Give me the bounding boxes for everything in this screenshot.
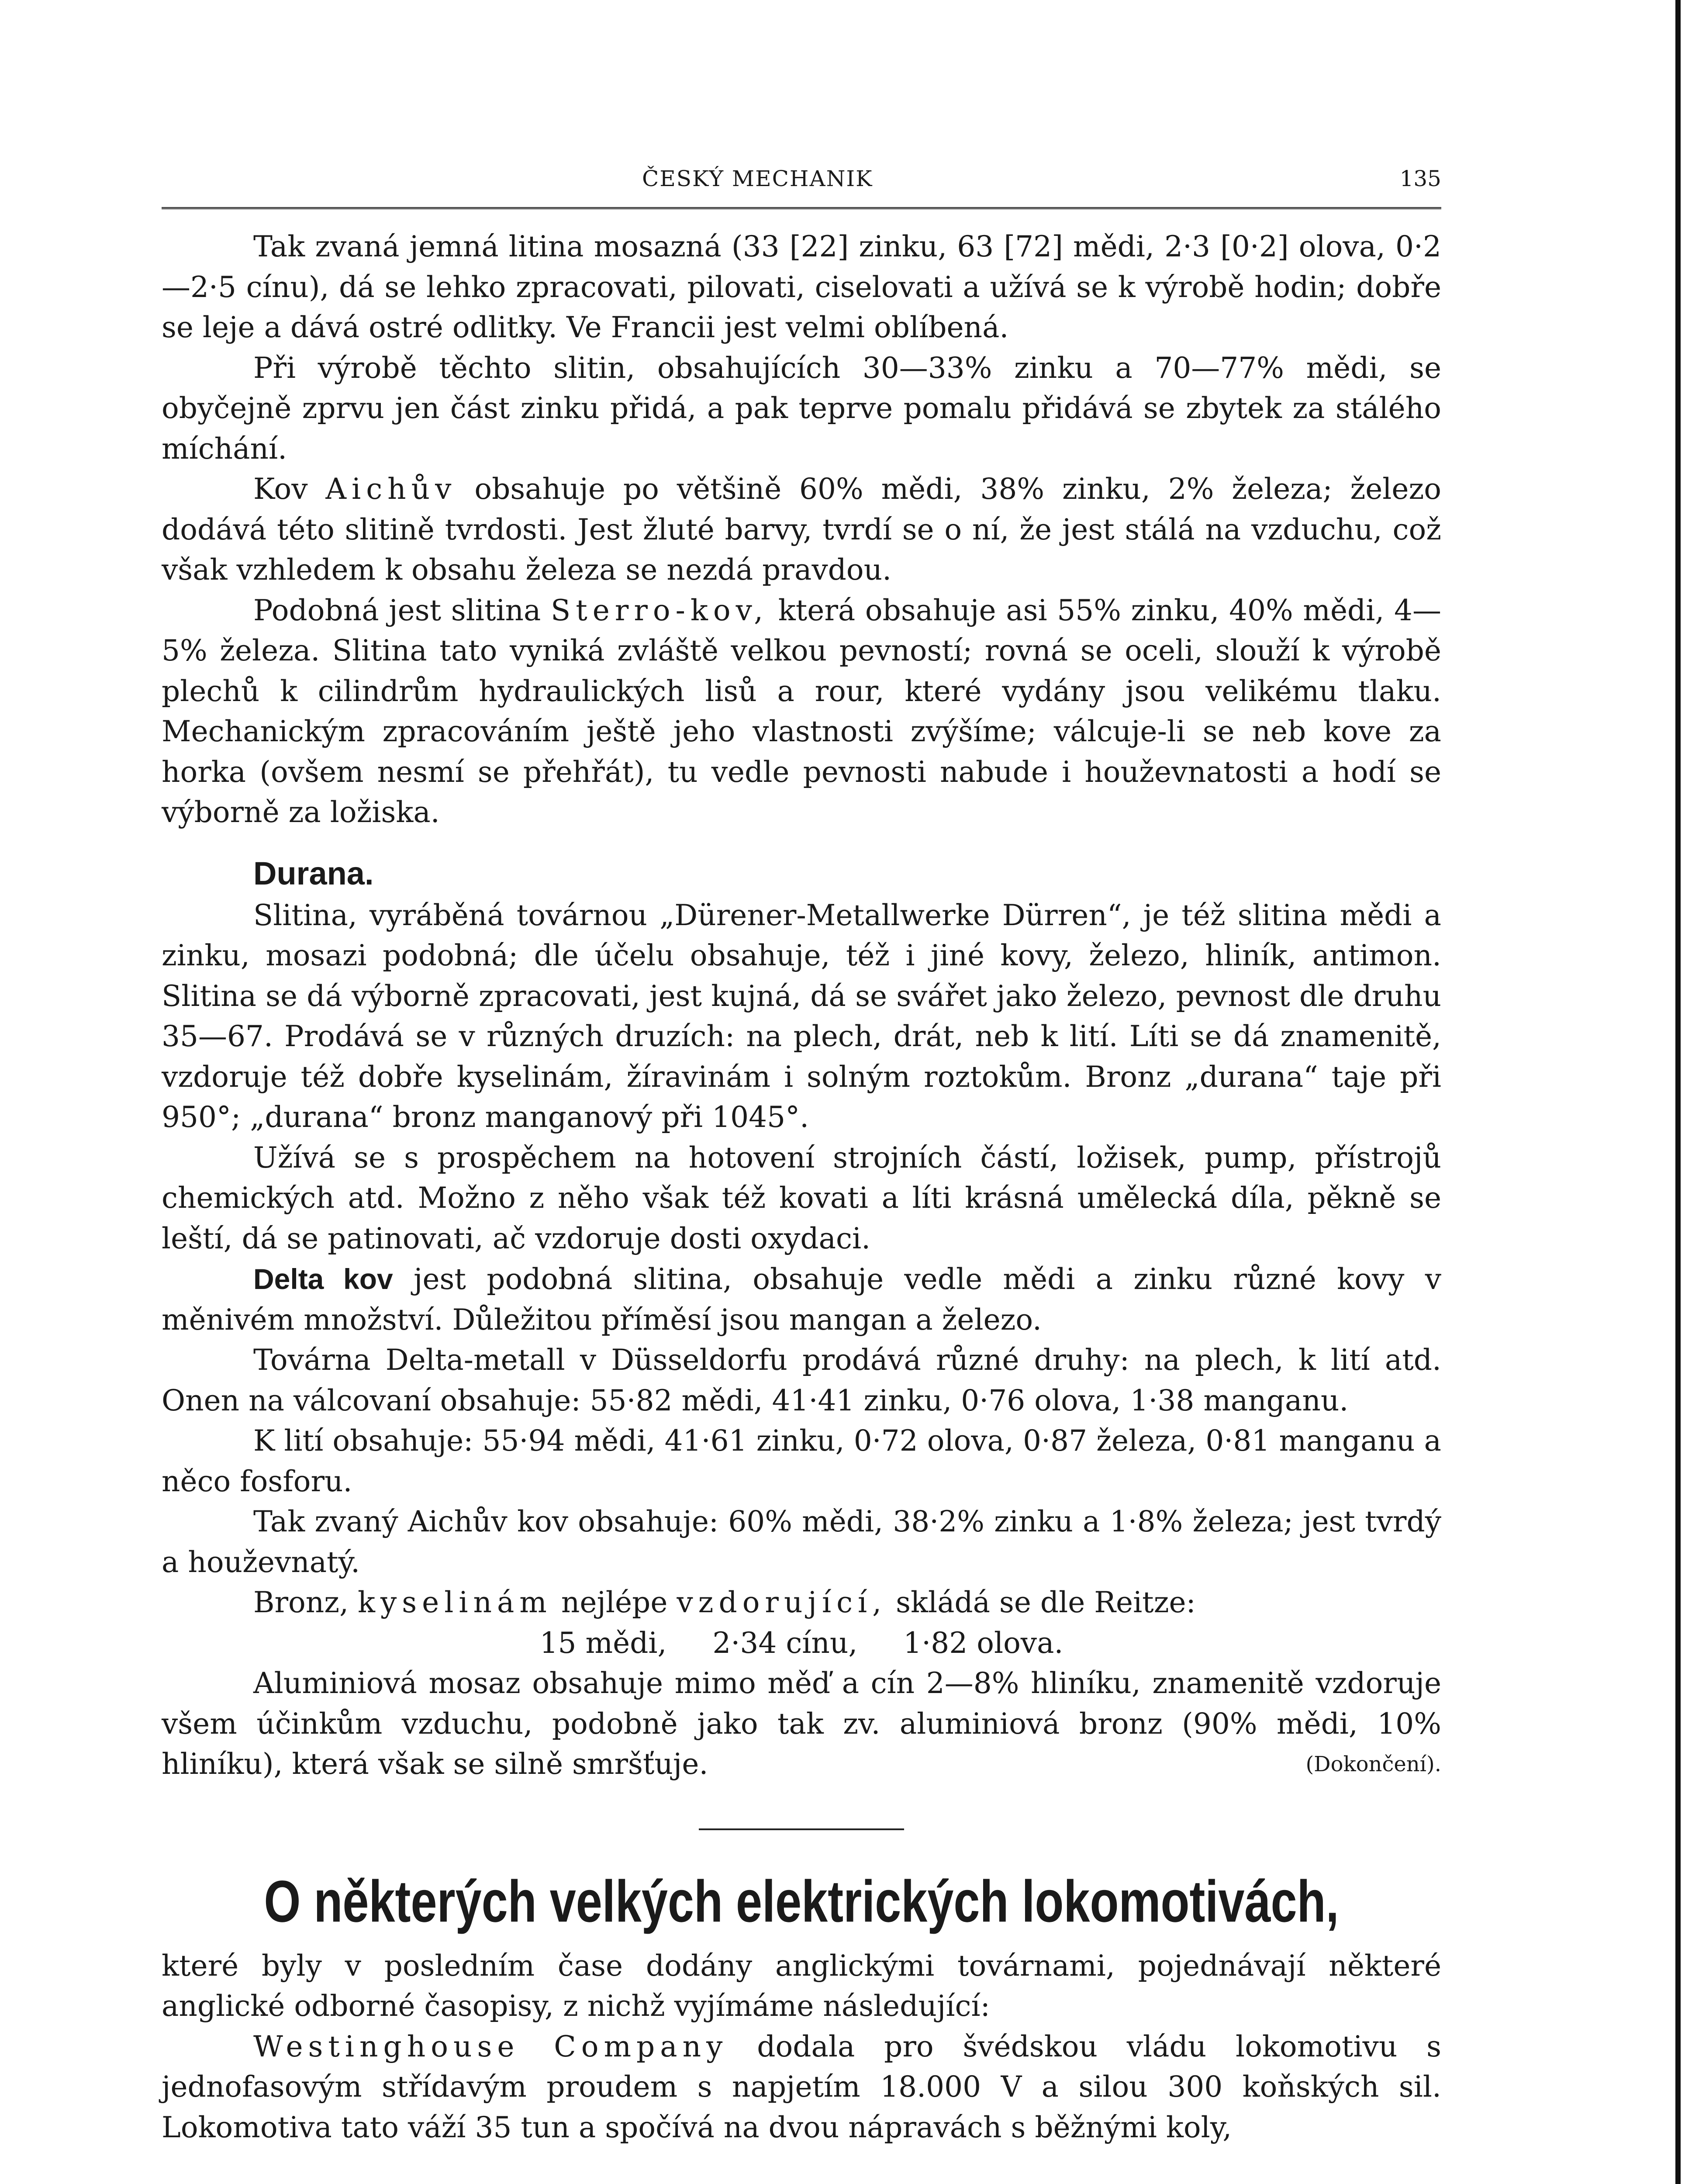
- page-number: 135: [1399, 166, 1441, 191]
- paragraph: [162, 1583, 1441, 1623]
- text-run: jest podobná slitina, obsahuje vedle mědi a zinku různé kovy v měnivém množství. Důležitou příměsí jsou mangan a železo.: [162, 1262, 1441, 1337]
- paragraph: Tak zvaný Aichův kov obsahuje: 60% mědi, 38·2% zinku a 1·8% železa; jest tvrdý a houževnatý.: [162, 1505, 1441, 1579]
- section-heading: Durana.: [253, 855, 374, 892]
- spaced-term: vzdorující,: [677, 1586, 887, 1619]
- spaced-term: Aichův: [325, 472, 457, 506]
- spaced-term: Westinghouse Company: [253, 2029, 728, 2063]
- header-rule: [162, 207, 1441, 209]
- text-run: skládá se dle Reitze:: [896, 1586, 1196, 1619]
- text-run: Aluminiová mosaz obsahuje mimo měď a cín 2—8% hliníku, znamenitě vzdoruje všem účinkům vzduchu, podobně jako tak zv. aluminiová bronz (90% mědi, 10% hliníku), která však se silně smršťuje.: [162, 1666, 1441, 1781]
- formula-line: 15 mědi, 2·34 cínu, 1·82 olova.: [539, 1626, 1063, 1660]
- text-run: Kov: [253, 472, 308, 506]
- paragraph: Užívá se s prospěchem na hotovení strojních částí, ložisek, pump, přístrojů chemických atd. Možno z něho však též kovati a líti krásná umělecká díla, pěkně se leští, dá se patinovati, ač vzdoruje dosti oxydaci.: [162, 1140, 1441, 1255]
- paragraph: Továrna Delta-metall v Düsseldorfu prodává různé druhy: na plech, k lití atd. Onen na válcovaní obsahuje: 55·82 mědi, 41·41 zinku, 0·76 olova, 1·38 manganu.: [162, 1343, 1441, 1417]
- running-header: [162, 166, 1441, 197]
- journal-title: ČESKÝ MECHANIK: [642, 166, 873, 191]
- paragraph: K lití obsahuje: 55·94 mědi, 41·61 zinku, 0·72 olova, 0·87 železa, 0·81 manganu a něco fosforu.: [162, 1424, 1441, 1498]
- text-run: Bronz,: [253, 1586, 349, 1619]
- scan-border: [1675, 0, 1681, 2184]
- continued-note: (Dokončení).: [1305, 1752, 1441, 1776]
- page: [162, 166, 1441, 2148]
- text-run: dodala pro švédskou vládu lokomotivu s jednofasovým střídavým proudem s napjetím 18.000 V a silou 300 koňských sil. Lokomotiva tato váží 35 tun a spočívá na dvou nápravách s běžnými koly,: [162, 2029, 1442, 2144]
- article-title: O některých velkých elektrických lokomotivách,: [264, 1868, 1339, 1934]
- paragraph: které byly v posledním čase dodány anglickými továrnami, pojednávají některé anglické odborné časopisy, z nichž vyjímáme následující:: [162, 1949, 1441, 2023]
- paragraph: Při výrobě těchto slitin, obsahujících 30—33% zinku a 70—77% mědi, se obyčejně zprvu jen část zinku přidá, a pak teprve pomalu přidává se zbytek za stálého míchání.: [162, 351, 1441, 466]
- paragraph: [162, 469, 1441, 591]
- text-run: obsahuje po většině 60% mědi, 38% zinku, 2% železa; železo dodává této slitině tvrdosti. Jest žluté barvy, tvrdí se o ní, že jest stálá na vzduchu, což však vzhledem k obsahu železa se nezdá pravdou.: [162, 472, 1441, 587]
- paragraph: [162, 1663, 1441, 1785]
- paragraph: [162, 591, 1441, 833]
- text-run: Podobná jest slitina: [253, 593, 541, 627]
- text-run: která obsahuje asi 55% zinku, 40% mědi, 4—5% železa. Slitina tato vyniká zvláště velkou pevností; rovná se oceli, slouží k výrobě plechů k cilindrům hydraulických lisů a rour, které vydány jsou velikému tlaku. Mechanickým zpracováním ještě jeho vlastnosti zvýšíme; válcuje-li se neb kove za horka (ovšem nesmí se přehřát), tu vedle pevnosti nabude i houževnatosti a hodí se výborně za ložiska.: [162, 593, 1442, 829]
- paragraph: Slitina, vyráběná továrnou „Dürener-Metallwerke Dürren“, je též slitina mědi a zinku, mosazi podobná; dle účelu obsahuje, též i jiné kovy, železo, hliník, antimon. Slitina se dá výborně zpracovati, jest kujná, dá se svářet jako železo, pevnost dle druhu 35—67. Prodává se v různých druzích: na plech, drát, neb k lití. Líti se dá znamenitě, vzdoruje též dobře kyselinám, žíravinám i solným roztokům. Bronz „durana“ taje při 950°; „durana“ bronz manganový při 1045°.: [162, 898, 1441, 1134]
- spaced-term: kyselinám: [358, 1586, 552, 1619]
- spaced-term: Sterro-kov,: [551, 593, 769, 627]
- text-run: nejlépe: [561, 1586, 668, 1619]
- section-divider: [699, 1828, 904, 1830]
- paragraph: [162, 2027, 1441, 2148]
- paragraph: [162, 1259, 1441, 1340]
- inline-heading: Delta kov: [253, 1263, 393, 1295]
- paragraph: Tak zvaná jemná litina mosazná (33 [22] zinku, 63 [72] mědi, 2·3 [0·2] olova, 0·2—2·5 cínu), dá se lehko zpracovati, pilovati, ciselovati a užívá se k výrobě hodin; dobře se leje a dává ostré odlitky. Ve Francii jest velmi oblíbená.: [162, 230, 1441, 344]
